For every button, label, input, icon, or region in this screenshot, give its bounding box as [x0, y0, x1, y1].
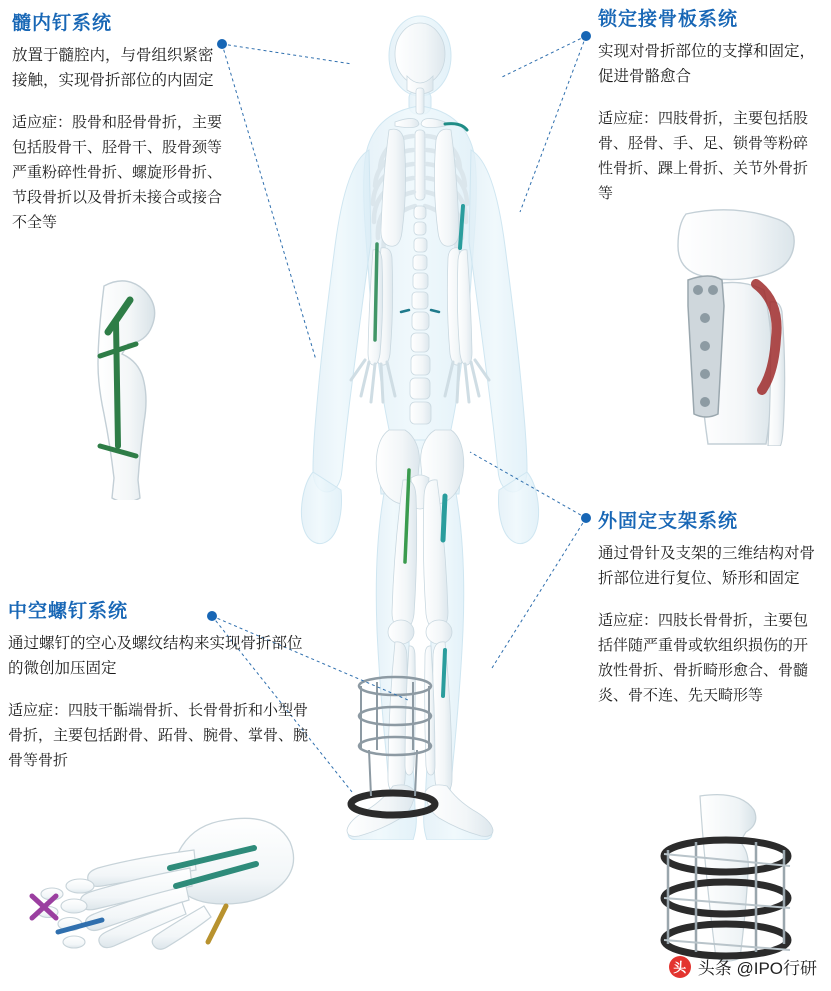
callout-description-cannulated-screw: 通过螺钉的空心及螺纹结构来实现骨折部位的微创加压固定: [8, 635, 303, 677]
callout-description-intramedullary-nail: 放置于髓腔内，与骨组织紧密接触，实现骨折部位的内固定: [12, 47, 214, 89]
watermark: [669, 954, 817, 979]
human-skeleton-body-illustration: [285, 10, 555, 840]
callout-title-cannulated-screw: 中空螺钉系统: [8, 601, 129, 622]
callout-external-fixator: [598, 506, 820, 709]
femur-intramedullary-nail-image: [44, 270, 214, 500]
ring-external-fixator-image: [628, 794, 824, 970]
callout-title-row-cannulated-screw: [8, 596, 314, 631]
callout-indications-cannulated-screw: 适应症：四肢干骺端骨折、长骨骨折和小型骨骨折，主要包括跗骨、跖骨、腕骨、掌骨、腕骨等骨折: [8, 703, 309, 769]
callout-description-external-fixator: 通过骨针及支架的三维结构对骨折部位进行复位、矫形和固定: [598, 545, 816, 587]
callout-cannulated-screw: [8, 596, 314, 774]
callout-description-locking-plate: 实现对骨折部位的支撑和固定，促进骨骼愈合: [598, 43, 816, 85]
foot-cannulated-screw-image: [18, 802, 308, 962]
callout-locking-plate: [598, 4, 820, 207]
callout-title-intramedullary-nail: 髓内钉系统: [12, 13, 113, 34]
tibia-locking-plate-image: [628, 206, 828, 446]
callout-title-row-external-fixator: [598, 506, 820, 541]
callout-title-locking-plate: 锁定接骨板系统: [598, 9, 739, 30]
toutiao-logo-icon: 头: [669, 956, 691, 978]
callout-title-external-fixator: 外固定支架系统: [598, 511, 739, 532]
callout-intramedullary-nail: [12, 8, 224, 236]
callout-indications-locking-plate: 适应症：四肢骨折，主要包括股骨、胫骨、手、足、锁骨等粉碎性骨折、踝上骨折、关节外骨折等: [598, 111, 809, 202]
callout-indications-external-fixator: 适应症：四肢长骨骨折，主要包括伴随严重骨或软组织损伤的开放性骨折、骨折畸形愈合、骨髓炎、骨不连、先天畸形等: [598, 613, 809, 704]
watermark-text: 头条 @IPO行研: [697, 959, 817, 978]
callout-indications-intramedullary-nail: 适应症：股骨和胫骨骨折，主要包括股骨干、胫骨干、股骨颈等严重粉碎性骨折、螺旋形骨折、节段骨折以及骨折未接合或接合不全等: [12, 115, 223, 231]
